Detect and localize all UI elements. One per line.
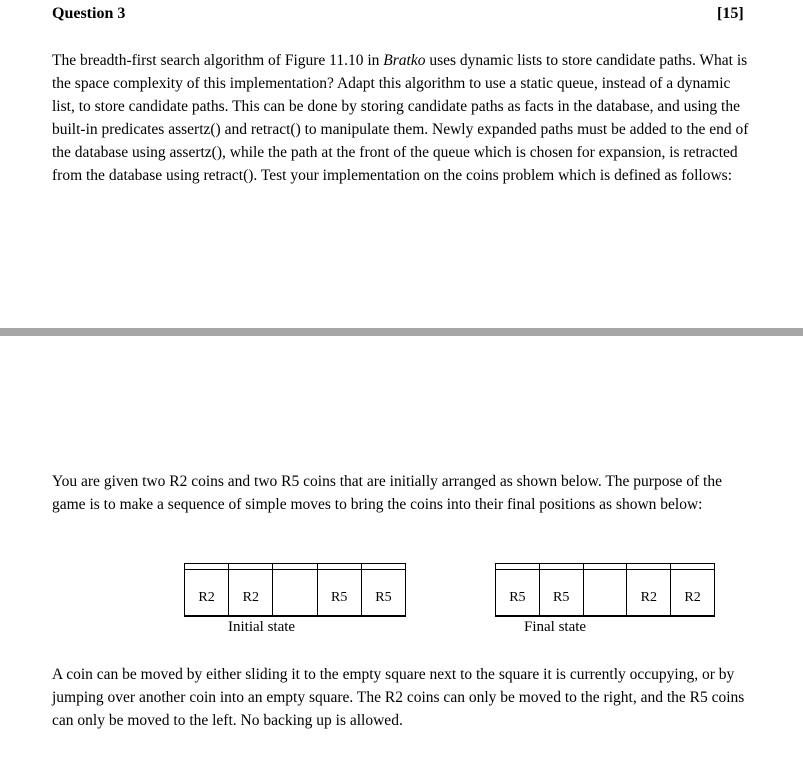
intro-text-part1: The breadth-first search algorithm of Figure 11.10 in (52, 52, 384, 69)
cell-label: R2 (640, 590, 657, 605)
final-state-board (495, 563, 715, 617)
cell-label: R5 (331, 590, 348, 605)
book-title: Bratko (383, 52, 426, 69)
final-state-caption: Final state (524, 619, 587, 635)
board-cell (185, 564, 229, 616)
paragraph-coins-problem: You are given two R2 coins and two R5 coins that are initially arranged as shown below. The purpose of the game is to make a sequence of simple moves to bring the coins into their final positions as shown below: (52, 473, 722, 513)
board-cell (496, 564, 540, 616)
board-cell (540, 564, 584, 616)
board-cell (229, 564, 273, 616)
cell-label: R5 (553, 590, 570, 605)
cell-label: R5 (509, 590, 526, 605)
cell-label: R2 (242, 590, 259, 605)
cell-label: R5 (375, 590, 392, 605)
paragraph-intro (52, 49, 752, 187)
board-cell-empty (273, 564, 317, 616)
cell-label: R2 (198, 590, 215, 605)
initial-state-caption: Initial state (228, 619, 296, 635)
question-marks: [15] (717, 5, 744, 22)
question-title: Question 3 (52, 5, 126, 22)
board-cell-empty (584, 564, 628, 616)
board-cell (318, 564, 362, 616)
initial-state-board (184, 563, 406, 617)
paragraph-rules: A coin can be moved by either sliding it to the empty square next to the square it is currently occupying, or by jumping over another coin into an empty square. The R2 coins can only be moved to the right, and the R5 coins can only be moved to the left. No backing up is allowed. (52, 666, 745, 729)
board-cell (627, 564, 671, 616)
intro-text-part2: uses dynamic lists to store candidate paths. What is the space complexity of this implementation? Adapt this algorithm to use a static queue, instead of a dynamic list, to store candidate paths. This can be done by storing candidate paths as facts in the database, and using the built-in predicates assertz() and retract() to manipulate them. Newly expanded paths must be added to the end of the database using assertz(), while the path at the front of the queue which is chosen for expansion, is retracted from the database using retract(). Test your implementation on the coins problem which is defined as follows: (52, 52, 749, 184)
board-cell (671, 564, 714, 616)
board-cell (362, 564, 405, 616)
section-divider (0, 328, 803, 336)
cell-label: R2 (684, 590, 701, 605)
